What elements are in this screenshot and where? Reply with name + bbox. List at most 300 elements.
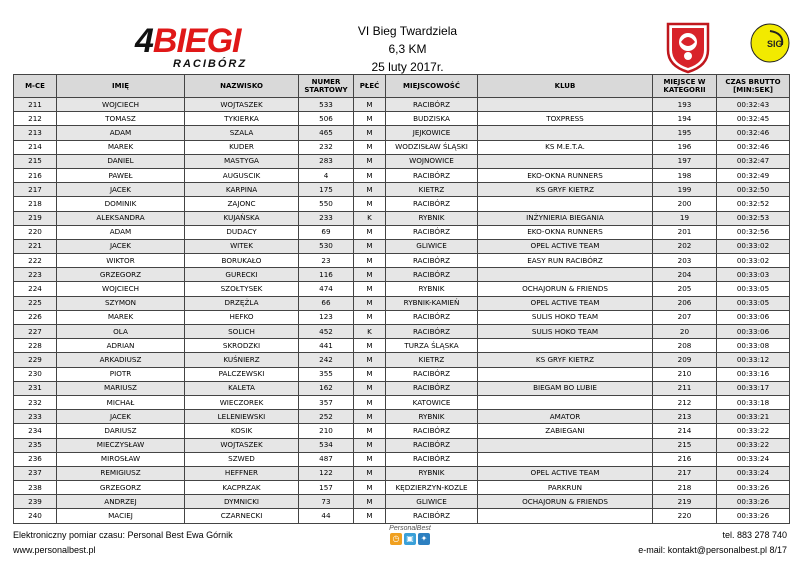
cell-category-place: 194 bbox=[653, 112, 717, 126]
cell-time: 00:33:26 bbox=[717, 509, 790, 523]
cell-first-name: PIOTR bbox=[57, 367, 185, 381]
cell-time: 00:32:46 bbox=[717, 140, 790, 154]
table-row bbox=[14, 310, 790, 324]
cell-club bbox=[478, 126, 653, 140]
cell-time: 00:33:05 bbox=[717, 296, 790, 310]
cell-sex: M bbox=[354, 410, 386, 424]
cell-city: KIETRZ bbox=[386, 353, 478, 367]
cell-last-name: MASTYGA bbox=[185, 154, 299, 168]
cell-place: 226 bbox=[14, 310, 57, 324]
cell-city: RACIBÓRZ bbox=[386, 367, 478, 381]
event-date: 25 luty 2017r. bbox=[371, 60, 444, 74]
chip-icon: ▣ bbox=[404, 533, 416, 545]
event-distance: 6,3 KM bbox=[388, 42, 427, 56]
table-row bbox=[14, 168, 790, 182]
cell-city: RACIBÓRZ bbox=[386, 197, 478, 211]
cell-city: RYBNIK bbox=[386, 211, 478, 225]
table-row bbox=[14, 197, 790, 211]
cell-city: RACIBÓRZ bbox=[386, 168, 478, 182]
cell-time: 00:32:45 bbox=[717, 112, 790, 126]
cell-category-place: 195 bbox=[653, 126, 717, 140]
cell-time: 00:33:02 bbox=[717, 254, 790, 268]
personalbest-logo bbox=[380, 525, 440, 545]
cell-first-name: JACEK bbox=[57, 410, 185, 424]
cell-sex: K bbox=[354, 211, 386, 225]
table-row bbox=[14, 325, 790, 339]
cell-city: KIETRZ bbox=[386, 183, 478, 197]
cell-time: 00:32:49 bbox=[717, 168, 790, 182]
cell-place: 237 bbox=[14, 466, 57, 480]
cell-bib: 452 bbox=[299, 325, 354, 339]
cell-category-place: 215 bbox=[653, 438, 717, 452]
cell-sex: M bbox=[354, 424, 386, 438]
cell-category-place: 197 bbox=[653, 154, 717, 168]
table-row bbox=[14, 367, 790, 381]
cell-club bbox=[478, 197, 653, 211]
cell-bib: 175 bbox=[299, 183, 354, 197]
cell-club: SULIS HOKO TEAM bbox=[478, 310, 653, 324]
cell-category-place: 214 bbox=[653, 424, 717, 438]
cell-time: 00:33:24 bbox=[717, 452, 790, 466]
cell-last-name: WOJTASZEK bbox=[185, 438, 299, 452]
cell-city: RACIBÓRZ bbox=[386, 325, 478, 339]
cell-city: RYBNIK bbox=[386, 410, 478, 424]
cell-first-name: ARKADIUSZ bbox=[57, 353, 185, 367]
cell-last-name: DYMNICKI bbox=[185, 495, 299, 509]
cell-first-name: MAREK bbox=[57, 140, 185, 154]
cell-category-place: 20 bbox=[653, 325, 717, 339]
cell-place: 215 bbox=[14, 154, 57, 168]
cell-city: RACIBÓRZ bbox=[386, 381, 478, 395]
cell-club bbox=[478, 367, 653, 381]
results-table bbox=[13, 74, 790, 524]
cell-time: 00:33:18 bbox=[717, 395, 790, 409]
cell-bib: 474 bbox=[299, 282, 354, 296]
col-header-category-place: MIEJSCE W KATEGORII bbox=[653, 75, 717, 98]
cell-category-place: 201 bbox=[653, 225, 717, 239]
logo-word: BIEGI bbox=[152, 22, 241, 60]
cell-sex: M bbox=[354, 452, 386, 466]
table-row bbox=[14, 268, 790, 282]
cell-first-name: GRZEGORZ bbox=[57, 268, 185, 282]
cell-club: OCHAJORUN & FRIENDS bbox=[478, 282, 653, 296]
cell-club bbox=[478, 509, 653, 523]
footer-timing-credit: Elektroniczny pomiar czasu: Personal Best Ewa Górnik bbox=[13, 530, 233, 540]
cell-place: 219 bbox=[14, 211, 57, 225]
cell-sex: M bbox=[354, 339, 386, 353]
cell-bib: 506 bbox=[299, 112, 354, 126]
cell-last-name: KACPRZAK bbox=[185, 481, 299, 495]
personalbest-brand: PersonalBest bbox=[389, 525, 431, 532]
col-header-club: KLUB bbox=[478, 75, 653, 98]
cell-category-place: 219 bbox=[653, 495, 717, 509]
cell-bib: 487 bbox=[299, 452, 354, 466]
cell-time: 00:32:43 bbox=[717, 98, 790, 112]
cell-sex: M bbox=[354, 126, 386, 140]
cell-place: 230 bbox=[14, 367, 57, 381]
cell-last-name: ZAJONC bbox=[185, 197, 299, 211]
cell-place: 228 bbox=[14, 339, 57, 353]
cell-last-name: KUJAŃSKA bbox=[185, 211, 299, 225]
cell-sex: M bbox=[354, 197, 386, 211]
cell-sex: M bbox=[354, 395, 386, 409]
cell-category-place: 200 bbox=[653, 197, 717, 211]
cell-first-name: MACIEJ bbox=[57, 509, 185, 523]
cell-time: 00:33:12 bbox=[717, 353, 790, 367]
cell-time: 00:33:03 bbox=[717, 268, 790, 282]
cell-category-place: 213 bbox=[653, 410, 717, 424]
table-row bbox=[14, 126, 790, 140]
cell-category-place: 211 bbox=[653, 381, 717, 395]
cell-first-name: MARIUSZ bbox=[57, 381, 185, 395]
cell-place: 213 bbox=[14, 126, 57, 140]
cell-last-name: DUDACY bbox=[185, 225, 299, 239]
sig-logo-icon bbox=[750, 23, 790, 63]
cell-club bbox=[478, 339, 653, 353]
cell-first-name: WOJCIECH bbox=[57, 98, 185, 112]
cell-sex: K bbox=[354, 325, 386, 339]
table-row bbox=[14, 466, 790, 480]
logo-number: 4 bbox=[135, 22, 153, 60]
cell-bib: 23 bbox=[299, 254, 354, 268]
event-title-block bbox=[310, 22, 505, 76]
cell-place: 222 bbox=[14, 254, 57, 268]
cell-sex: M bbox=[354, 296, 386, 310]
cell-time: 00:32:50 bbox=[717, 183, 790, 197]
cell-club: KS M.E.T.A. bbox=[478, 140, 653, 154]
cell-city: RACIBÓRZ bbox=[386, 424, 478, 438]
col-header-place: M-CE bbox=[14, 75, 57, 98]
cell-last-name: HEFFNER bbox=[185, 466, 299, 480]
cell-club: INŻYNIERIA BIEGANIA bbox=[478, 211, 653, 225]
cell-place: 224 bbox=[14, 282, 57, 296]
cell-place: 218 bbox=[14, 197, 57, 211]
cell-bib: 530 bbox=[299, 239, 354, 253]
cell-city: WOJNOWICE bbox=[386, 154, 478, 168]
table-row bbox=[14, 395, 790, 409]
cell-city: RYBNIK-KAMIEŃ bbox=[386, 296, 478, 310]
cell-time: 00:33:24 bbox=[717, 466, 790, 480]
cell-category-place: 206 bbox=[653, 296, 717, 310]
cell-place: 233 bbox=[14, 410, 57, 424]
cell-club: KS GRYF KIETRZ bbox=[478, 353, 653, 367]
table-row bbox=[14, 353, 790, 367]
cell-sex: M bbox=[354, 466, 386, 480]
cell-category-place: 208 bbox=[653, 339, 717, 353]
cell-category-place: 204 bbox=[653, 268, 717, 282]
cell-last-name: SZOŁTYSEK bbox=[185, 282, 299, 296]
cell-bib: 252 bbox=[299, 410, 354, 424]
table-row bbox=[14, 452, 790, 466]
cell-place: 238 bbox=[14, 481, 57, 495]
col-header-first-name: IMIĘ bbox=[57, 75, 185, 98]
cell-category-place: 199 bbox=[653, 183, 717, 197]
cell-category-place: 217 bbox=[653, 466, 717, 480]
cell-first-name: SZYMON bbox=[57, 296, 185, 310]
cell-time: 00:33:06 bbox=[717, 310, 790, 324]
cell-time: 00:33:06 bbox=[717, 325, 790, 339]
table-row bbox=[14, 98, 790, 112]
cell-club: OCHAJORUN & FRIENDS bbox=[478, 495, 653, 509]
cell-city: RACIBÓRZ bbox=[386, 438, 478, 452]
cell-club: EKO-OKNA RUNNERS bbox=[478, 225, 653, 239]
event-title: VI Bieg Twardziela bbox=[357, 24, 458, 38]
cell-club: BIEGAM BO LUBIE bbox=[478, 381, 653, 395]
cell-last-name: SKRODZKI bbox=[185, 339, 299, 353]
cell-city: GLIWICE bbox=[386, 495, 478, 509]
cell-club: ZABIEGANI bbox=[478, 424, 653, 438]
cell-sex: M bbox=[354, 183, 386, 197]
cell-place: 216 bbox=[14, 168, 57, 182]
cell-bib: 157 bbox=[299, 481, 354, 495]
cell-category-place: 209 bbox=[653, 353, 717, 367]
table-row bbox=[14, 254, 790, 268]
table-row bbox=[14, 225, 790, 239]
cell-place: 229 bbox=[14, 353, 57, 367]
cell-place: 214 bbox=[14, 140, 57, 154]
cell-time: 00:32:52 bbox=[717, 197, 790, 211]
cell-last-name: AUGUSCIK bbox=[185, 168, 299, 182]
cell-category-place: 216 bbox=[653, 452, 717, 466]
col-header-city: MIEJSCOWOŚĆ bbox=[386, 75, 478, 98]
cell-last-name: DRZĘŻLA bbox=[185, 296, 299, 310]
cell-first-name: DANIEL bbox=[57, 154, 185, 168]
table-row bbox=[14, 211, 790, 225]
cell-time: 00:33:21 bbox=[717, 410, 790, 424]
cell-sex: M bbox=[354, 154, 386, 168]
cell-time: 00:32:47 bbox=[717, 154, 790, 168]
cell-last-name: KOSIK bbox=[185, 424, 299, 438]
cell-sex: M bbox=[354, 381, 386, 395]
cell-club: OPEL ACTIVE TEAM bbox=[478, 466, 653, 480]
cell-last-name: WITEK bbox=[185, 239, 299, 253]
cell-first-name: MAREK bbox=[57, 310, 185, 324]
cell-club: EKO-OKNA RUNNERS bbox=[478, 168, 653, 182]
cell-time: 00:33:26 bbox=[717, 495, 790, 509]
cell-city: RACIBÓRZ bbox=[386, 268, 478, 282]
cell-time: 00:33:05 bbox=[717, 282, 790, 296]
cell-club: OPEL ACTIVE TEAM bbox=[478, 296, 653, 310]
cell-last-name: CZARNECKI bbox=[185, 509, 299, 523]
cell-time: 00:32:56 bbox=[717, 225, 790, 239]
cell-city: RACIBÓRZ bbox=[386, 509, 478, 523]
svg-text:SIG: SIG bbox=[767, 39, 783, 49]
cell-club: KS GRYF KIETRZ bbox=[478, 183, 653, 197]
cell-category-place: 207 bbox=[653, 310, 717, 324]
cell-bib: 66 bbox=[299, 296, 354, 310]
cell-first-name: JACEK bbox=[57, 183, 185, 197]
cell-bib: 116 bbox=[299, 268, 354, 282]
cell-club bbox=[478, 395, 653, 409]
cell-bib: 441 bbox=[299, 339, 354, 353]
cell-time: 00:33:08 bbox=[717, 339, 790, 353]
cell-last-name: KARPINA bbox=[185, 183, 299, 197]
cell-first-name: GRZEGORZ bbox=[57, 481, 185, 495]
cell-last-name: SOLICH bbox=[185, 325, 299, 339]
cell-city: TURZA ŚLĄSKA bbox=[386, 339, 478, 353]
cell-place: 231 bbox=[14, 381, 57, 395]
table-row bbox=[14, 381, 790, 395]
cell-last-name: BORUKAŁO bbox=[185, 254, 299, 268]
cell-first-name: ADAM bbox=[57, 126, 185, 140]
cell-club: SULIS HOKO TEAM bbox=[478, 325, 653, 339]
cell-city: WODZISŁAW ŚLĄSKI bbox=[386, 140, 478, 154]
cell-first-name: OLA bbox=[57, 325, 185, 339]
cell-last-name: WIECZOREK bbox=[185, 395, 299, 409]
cell-place: 220 bbox=[14, 225, 57, 239]
cell-first-name: WOJCIECH bbox=[57, 282, 185, 296]
cell-city: BUDZISKA bbox=[386, 112, 478, 126]
cell-first-name: TOMASZ bbox=[57, 112, 185, 126]
cell-first-name: PAWEŁ bbox=[57, 168, 185, 182]
cell-bib: 534 bbox=[299, 438, 354, 452]
cell-first-name: DOMINIK bbox=[57, 197, 185, 211]
cell-sex: M bbox=[354, 282, 386, 296]
cell-sex: M bbox=[354, 509, 386, 523]
cell-last-name: KUDER bbox=[185, 140, 299, 154]
cell-place: 211 bbox=[14, 98, 57, 112]
cell-city: JEJKOWICE bbox=[386, 126, 478, 140]
cell-bib: 283 bbox=[299, 154, 354, 168]
cell-time: 00:33:22 bbox=[717, 424, 790, 438]
cell-bib: 44 bbox=[299, 509, 354, 523]
cell-place: 221 bbox=[14, 239, 57, 253]
cell-sex: M bbox=[354, 495, 386, 509]
cell-time: 00:33:16 bbox=[717, 367, 790, 381]
cell-city: RYBNIK bbox=[386, 282, 478, 296]
cell-sex: M bbox=[354, 268, 386, 282]
table-row bbox=[14, 112, 790, 126]
cell-sex: M bbox=[354, 112, 386, 126]
cell-sex: M bbox=[354, 225, 386, 239]
col-header-sex: PŁEĆ bbox=[354, 75, 386, 98]
cell-first-name: JACEK bbox=[57, 239, 185, 253]
cell-place: 240 bbox=[14, 509, 57, 523]
cell-bib: 69 bbox=[299, 225, 354, 239]
cell-club bbox=[478, 438, 653, 452]
cell-last-name: KUŚNIERZ bbox=[185, 353, 299, 367]
cell-place: 232 bbox=[14, 395, 57, 409]
cell-first-name: ANDRZEJ bbox=[57, 495, 185, 509]
footer-email-page: e-mail: kontakt@personalbest.pl 8/17 bbox=[638, 545, 787, 555]
raciborz-crest-icon bbox=[664, 20, 712, 74]
cell-bib: 465 bbox=[299, 126, 354, 140]
cell-sex: M bbox=[354, 481, 386, 495]
table-row bbox=[14, 438, 790, 452]
cell-club: EASY RUN RACIBÓRZ bbox=[478, 254, 653, 268]
cell-city: RACIBÓRZ bbox=[386, 98, 478, 112]
4biegi-logo bbox=[135, 24, 275, 70]
cell-sex: M bbox=[354, 140, 386, 154]
cell-last-name: KALETA bbox=[185, 381, 299, 395]
cell-club: OPEL ACTIVE TEAM bbox=[478, 239, 653, 253]
clock-icon: ◷ bbox=[390, 533, 402, 545]
cell-bib: 162 bbox=[299, 381, 354, 395]
cell-place: 223 bbox=[14, 268, 57, 282]
cell-place: 217 bbox=[14, 183, 57, 197]
cell-category-place: 19 bbox=[653, 211, 717, 225]
cell-city: RACIBÓRZ bbox=[386, 225, 478, 239]
cell-sex: M bbox=[354, 310, 386, 324]
cell-place: 235 bbox=[14, 438, 57, 452]
cell-bib: 4 bbox=[299, 168, 354, 182]
cell-category-place: 220 bbox=[653, 509, 717, 523]
cell-last-name: SZALA bbox=[185, 126, 299, 140]
cell-time: 00:33:26 bbox=[717, 481, 790, 495]
cell-first-name: ADRIAN bbox=[57, 339, 185, 353]
table-row bbox=[14, 424, 790, 438]
cell-category-place: 202 bbox=[653, 239, 717, 253]
cell-bib: 533 bbox=[299, 98, 354, 112]
cell-first-name: MICHAŁ bbox=[57, 395, 185, 409]
runner-icon: ✦ bbox=[418, 533, 430, 545]
cell-club bbox=[478, 452, 653, 466]
col-header-bib: NUMER STARTOWY bbox=[299, 75, 354, 98]
footer-website: www.personalbest.pl bbox=[13, 545, 96, 555]
cell-time: 00:33:02 bbox=[717, 239, 790, 253]
cell-place: 236 bbox=[14, 452, 57, 466]
table-row bbox=[14, 495, 790, 509]
footer-left bbox=[13, 528, 233, 558]
table-row bbox=[14, 239, 790, 253]
cell-category-place: 212 bbox=[653, 395, 717, 409]
cell-first-name: ADAM bbox=[57, 225, 185, 239]
cell-bib: 357 bbox=[299, 395, 354, 409]
cell-bib: 122 bbox=[299, 466, 354, 480]
cell-last-name: HEFKO bbox=[185, 310, 299, 324]
col-header-time: CZAS BRUTTO [MIN:SEK] bbox=[717, 75, 790, 98]
cell-club: AMATOR bbox=[478, 410, 653, 424]
cell-first-name: ALEKSANDRA bbox=[57, 211, 185, 225]
cell-category-place: 210 bbox=[653, 367, 717, 381]
table-row bbox=[14, 183, 790, 197]
cell-place: 234 bbox=[14, 424, 57, 438]
cell-last-name: LELENIEWSKI bbox=[185, 410, 299, 424]
cell-club: TOXPRESS bbox=[478, 112, 653, 126]
cell-bib: 242 bbox=[299, 353, 354, 367]
cell-last-name: TYKIERKA bbox=[185, 112, 299, 126]
cell-place: 227 bbox=[14, 325, 57, 339]
logo-sub: RACIBÓRZ bbox=[173, 58, 248, 70]
cell-first-name: DARIUSZ bbox=[57, 424, 185, 438]
table-row bbox=[14, 339, 790, 353]
cell-city: RYBNIK bbox=[386, 466, 478, 480]
cell-bib: 123 bbox=[299, 310, 354, 324]
cell-club bbox=[478, 268, 653, 282]
cell-bib: 233 bbox=[299, 211, 354, 225]
cell-last-name: WOJTASZEK bbox=[185, 98, 299, 112]
cell-time: 00:33:17 bbox=[717, 381, 790, 395]
cell-time: 00:32:53 bbox=[717, 211, 790, 225]
table-row bbox=[14, 509, 790, 523]
footer-right bbox=[638, 528, 787, 558]
cell-sex: M bbox=[354, 353, 386, 367]
cell-last-name: GURECKI bbox=[185, 268, 299, 282]
cell-city: RACIBÓRZ bbox=[386, 254, 478, 268]
cell-club bbox=[478, 154, 653, 168]
cell-first-name: WIKTOR bbox=[57, 254, 185, 268]
cell-time: 00:33:22 bbox=[717, 438, 790, 452]
table-row bbox=[14, 296, 790, 310]
cell-sex: M bbox=[354, 438, 386, 452]
results-body bbox=[14, 98, 790, 524]
cell-last-name: SZWED bbox=[185, 452, 299, 466]
cell-first-name: MIROSŁAW bbox=[57, 452, 185, 466]
cell-place: 212 bbox=[14, 112, 57, 126]
footer-phone: tel. 883 278 740 bbox=[722, 530, 787, 540]
cell-city: KATOWICE bbox=[386, 395, 478, 409]
cell-sex: M bbox=[354, 98, 386, 112]
